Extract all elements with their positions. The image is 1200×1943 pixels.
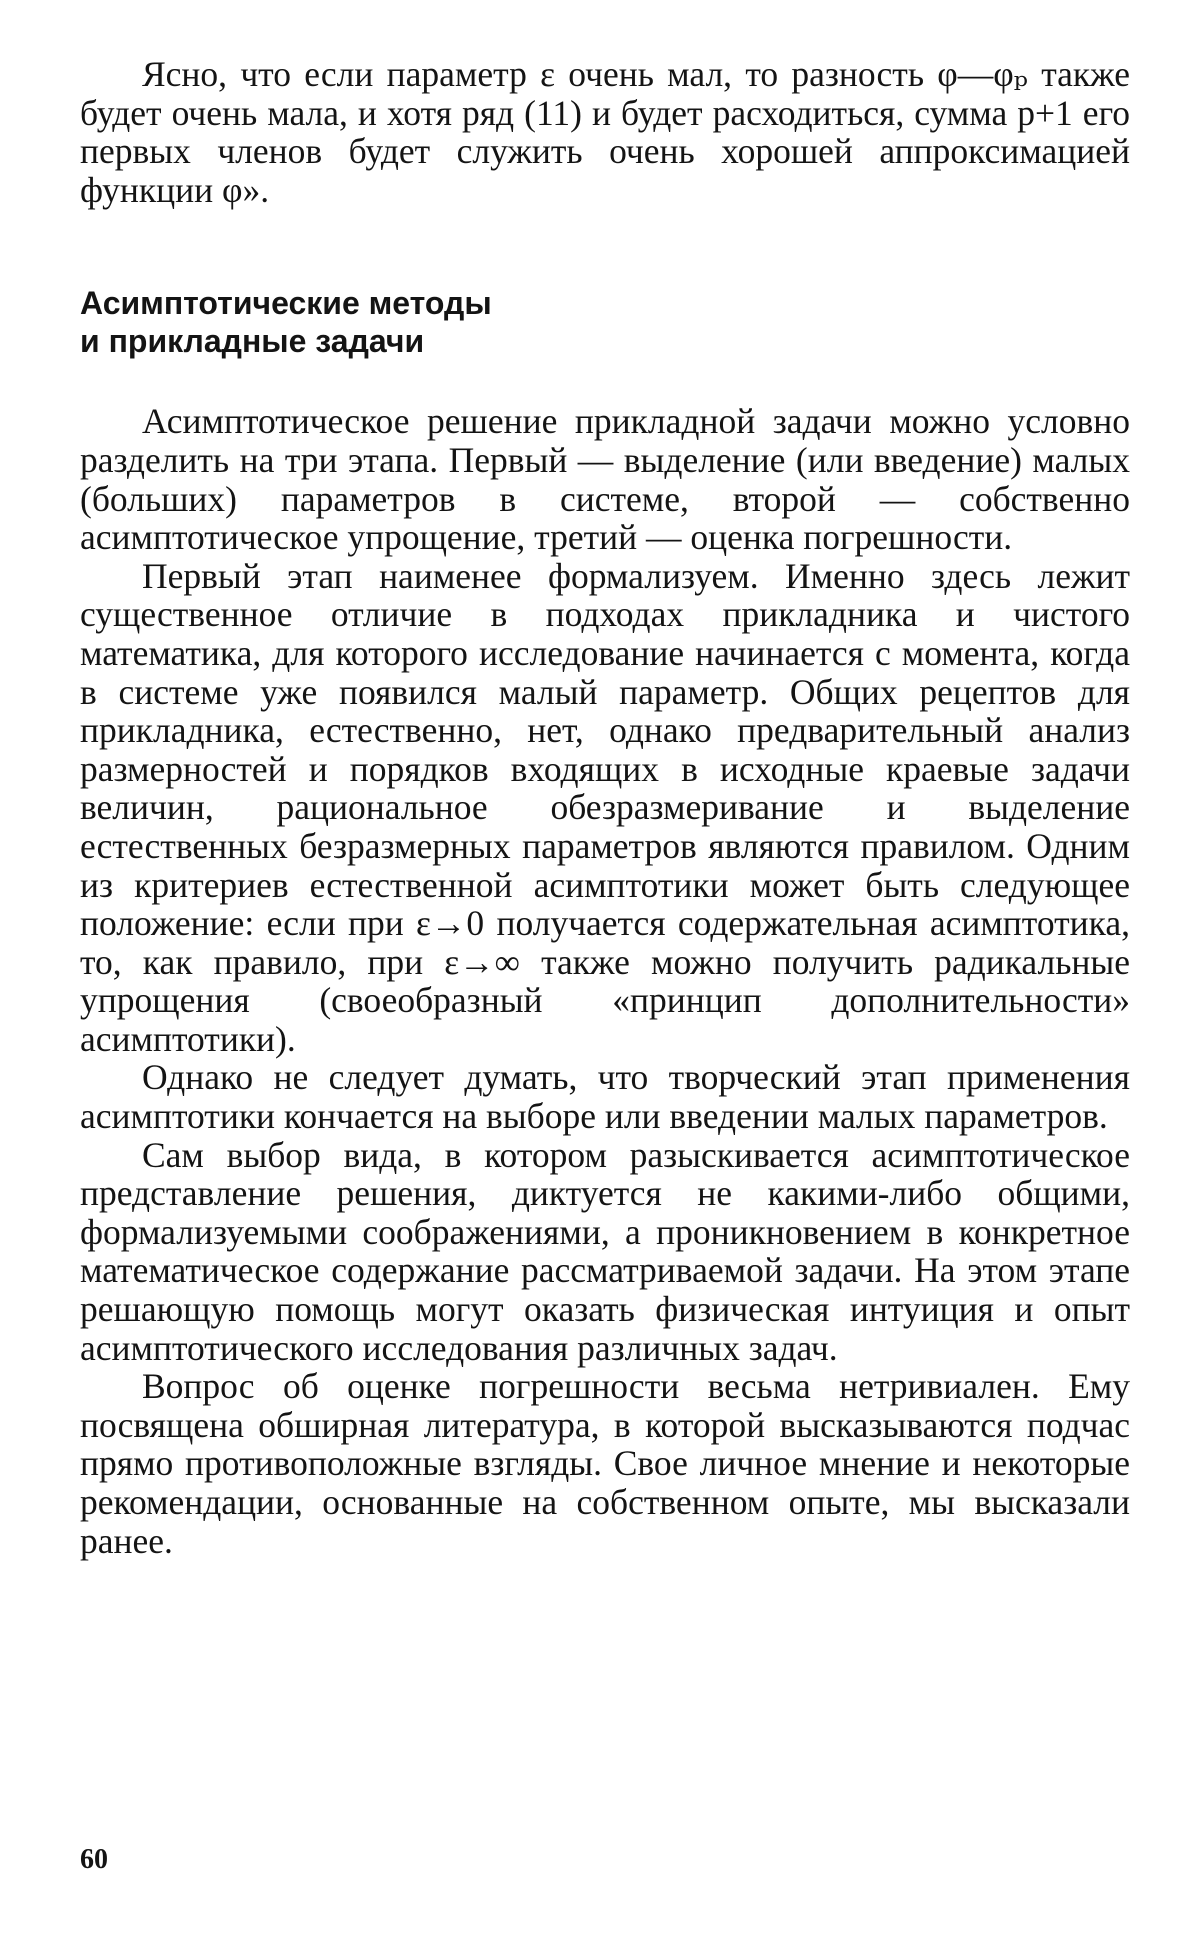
intro-paragraph: Ясно, что если параметр ε очень мал, то разность φ—φₚ также будет очень мала, и хотя ряд (11) и будет расходиться, сумма p+1 его первых членов будет служить очень хорошей аппроксимацией функции φ». (80, 54, 1130, 210)
paragraph-first-stage: Первый этап наименее формализуем. Именно здесь лежит существенное отличие в подходах прикладника и чистого математика, для которого исследование начинается с момента, когда в системе уже появился малый параметр. Общих рецептов для прикладника, естественно, нет, однако предварительный анализ размерностей и порядков входящих в исходные краевые задачи величин, рациональное обезразмеривание и выделение естественных безразмерных параметров являются правилом. Одним из критериев естественной асимптотики может быть следующее положение: если при ε→0 получается содержательная асимптотика, то, как правило, при ε→∞ также можно получить радикальные упрощения (своеобразный «принцип дополнительности» асимптотики). (80, 555, 1130, 1059)
page-number: 60 (80, 1844, 108, 1875)
section-heading-line-1: Асимптотические методы (80, 285, 492, 322)
section-heading-line-2: и прикладные задачи (80, 323, 425, 360)
section-heading (80, 284, 1130, 360)
paragraph-stages: Асимптотическое решение прикладной задачи можно условно разделить на три этапа. Первый — выделение (или введение) малых (больших) параметров в системе, второй — собственно асимптотическое упрощение, третий — оценка погрешности. (80, 401, 1130, 558)
paragraph-creative-stage: Однако не следует думать, что творческий этап применения асимптотики кончается на выборе или введении малых параметров. (80, 1057, 1130, 1137)
paragraph-choice-of-form: Сам выбор вида, в котором разыскивается асимптотическое представление решения, диктуется не какими-либо общими, формализуемыми соображениями, а проникновением в конкретное математическое содержание рассматриваемой задачи. На этом этапе решающую помощь могут оказать физическая интуиция и опыт асимптотического исследования различных задач. (80, 1134, 1130, 1368)
book-page (80, 55, 1130, 1915)
section-body (80, 402, 1130, 1560)
paragraph-error-estimate: Вопрос об оценке погрешности весьма нетривиален. Ему посвящена обширная литература, в которой высказываются подчас прямо противоположные взгляды. Свое личное мнение и некоторые рекомендации, основанные на собственном опыте, мы высказали ранее. (80, 1366, 1130, 1561)
